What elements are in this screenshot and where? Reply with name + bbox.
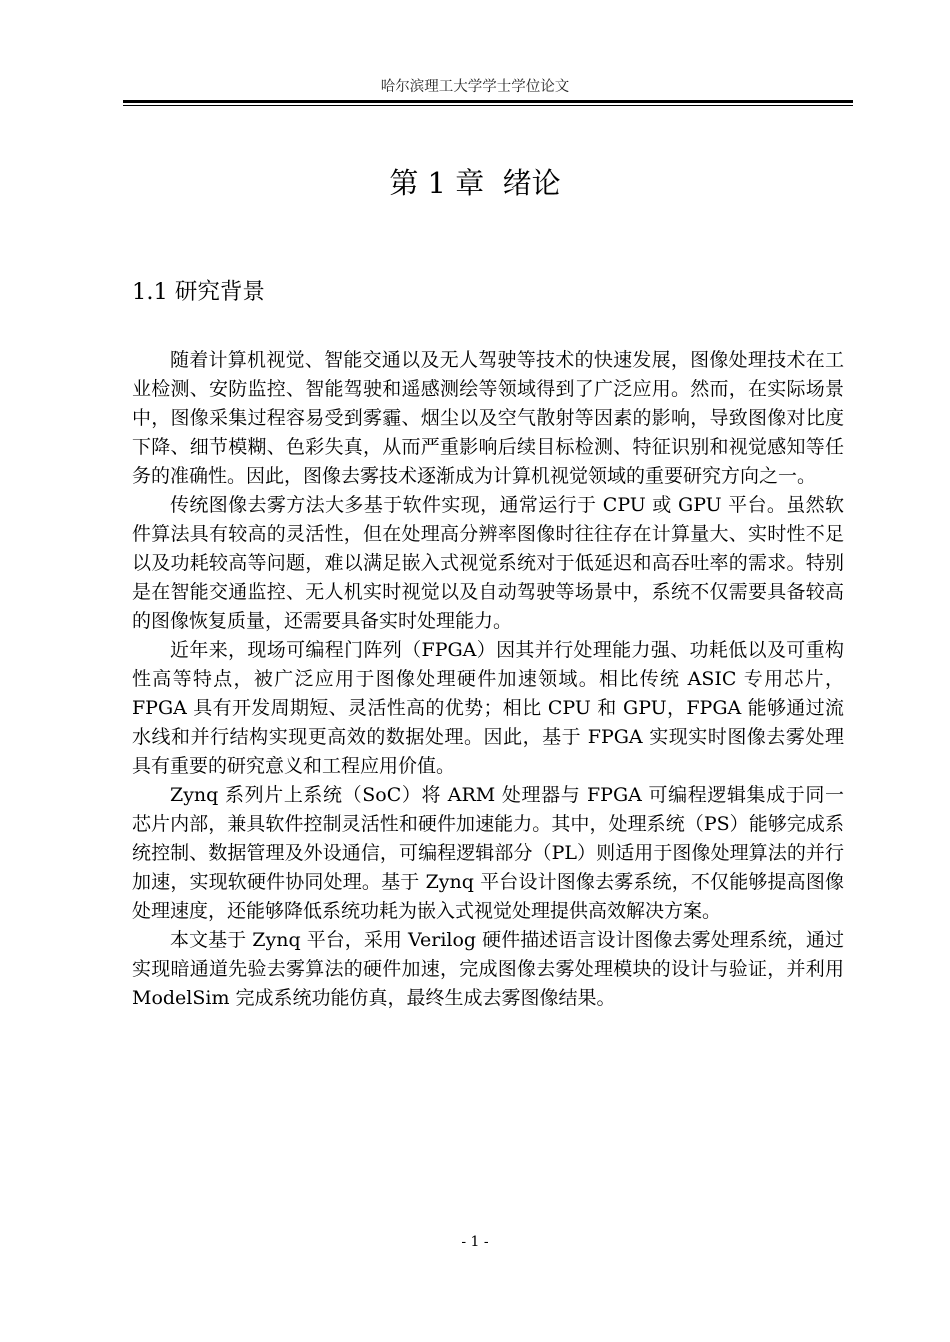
body-text <box>132 346 844 1013</box>
header-rule-thin <box>123 105 853 106</box>
running-header: 哈尔滨理工大学学士学位论文 <box>380 79 570 95</box>
chapter-title: 第 1 章 绪论 <box>389 166 561 200</box>
section-title: 1.1 研究背景 <box>132 279 265 305</box>
header-rule-thick <box>123 100 853 103</box>
page-number: - 1 - <box>461 1234 489 1250</box>
paragraph-5: 本文基于 Zynq 平台，采用 Verilog 硬件描述语言设计图像去雾处理系统，通过实现暗通道先验去雾算法的硬件加速，完成图像去雾处理模块的设计与验证，并利用 ModelSim 完成系统功能仿真，最终生成去雾图像结果。 <box>132 929 844 1009</box>
paragraph-1: 随着计算机视觉、智能交通以及无人驾驶等技术的快速发展，图像处理技术在工业检测、安防监控、智能驾驶和遥感测绘等领域得到了广泛应用。然而，在实际场景中，图像采集过程容易受到雾霾、烟尘以及空气散射等因素的影响，导致图像对比度下降、细节模糊、色彩失真，从而严重影响后续目标检测、特征识别和视觉感知等任务的准确性。因此，图像去雾技术逐渐成为计算机视觉领域的重要研究方向之一。 <box>132 349 844 487</box>
paragraph-3: 近年来，现场可编程门阵列（FPGA）因其并行处理能力强、功耗低以及可重构性高等特点，被广泛应用于图像处理硬件加速领域。相比传统 ASIC 专用芯片，FPGA 具有开发周期短、灵活性高的优势；相比 CPU 和 GPU，FPGA 能够通过流水线和并行结构实现更高效的数据处理。因此，基于 FPGA 实现实时图像去雾处理具有重要的研究意义和工程应用价值。 <box>132 639 844 777</box>
paragraph-4: Zynq 系列片上系统（SoC）将 ARM 处理器与 FPGA 可编程逻辑集成于同一芯片内部，兼具软件控制灵活性和硬件加速能力。其中，处理系统（PS）能够完成系统控制、数据管理及外设通信，可编程逻辑部分（PL）则适用于图像处理算法的并行加速，实现软硬件协同处理。基于 Zynq 平台设计图像去雾系统，不仅能够提高图像处理速度，还能够降低系统功耗为嵌入式视觉处理提供高效解决方案。 <box>132 784 844 922</box>
header-rule <box>123 100 853 106</box>
paragraph-2: 传统图像去雾方法大多基于软件实现，通常运行于 CPU 或 GPU 平台。虽然软件算法具有较高的灵活性，但在处理高分辨率图像时往往存在计算量大、实时性不足以及功耗较高等问题，难以满足嵌入式视觉系统对于低延迟和高吞吐率的需求。特别是在智能交通监控、无人机实时视觉以及自动驾驶等场景中，系统不仅需要具备较高的图像恢复质量，还需要具备实时处理能力。 <box>132 494 844 632</box>
